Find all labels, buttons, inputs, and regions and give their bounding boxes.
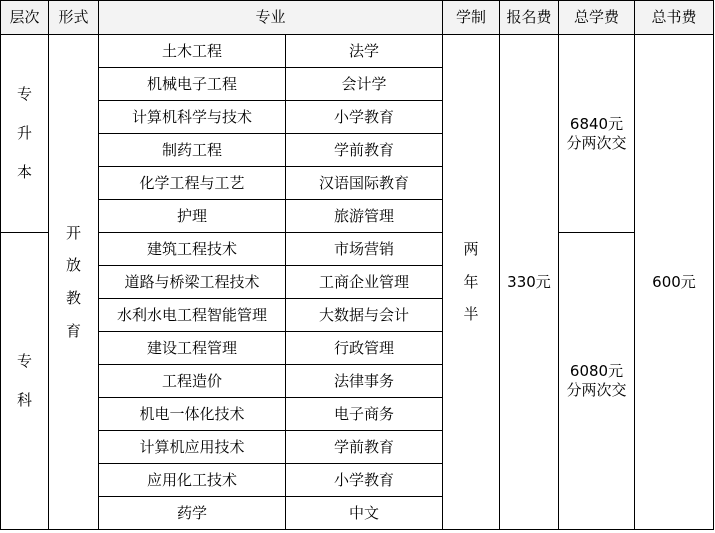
form-char: 育: [65, 321, 81, 340]
major-cell: 建筑工程技术: [146, 240, 237, 259]
tuition-junior-amount: 6080元: [569, 362, 624, 381]
major-cell: 水利水电工程智能管理: [116, 306, 267, 325]
grid-line: [634, 0, 635, 530]
header-form: 形式: [49, 0, 98, 34]
tuition-junior-note: 分两次交: [566, 381, 627, 399]
major-cell: 药学: [176, 504, 207, 523]
form-open-education: [49, 35, 98, 529]
major-cell: 机电一体化技术: [139, 405, 245, 424]
grid-line: [48, 0, 49, 530]
header-total-book-fee: 总书费: [635, 0, 713, 34]
grid-line: [0, 34, 714, 35]
grid-line: [0, 0, 1, 530]
tuition-junior: [559, 233, 634, 529]
grid-line: [98, 100, 442, 101]
major-cell: 法律事务: [333, 372, 394, 391]
major-cell: 小学教育: [333, 471, 394, 490]
major-cell: 化学工程与工艺: [139, 174, 245, 193]
major-cell: 学前教育: [333, 438, 394, 457]
grid-line: [98, 496, 442, 497]
major-cell: 会计学: [341, 75, 387, 94]
major-cell: 汉语国际教育: [318, 174, 409, 193]
form-char: 放: [65, 256, 81, 275]
level-junior: [1, 233, 48, 529]
header-registration-fee: 报名费: [500, 0, 558, 34]
grid-line: [558, 0, 559, 530]
grid-line: [0, 529, 714, 530]
grid-line: [442, 0, 443, 530]
major-cell: 市场营销: [333, 240, 394, 259]
header-total-tuition: 总学费: [559, 0, 634, 34]
grid-line: [98, 298, 442, 299]
major-cell: 计算机应用技术: [139, 438, 245, 457]
grid-line: [98, 67, 442, 68]
grid-line: [98, 364, 442, 365]
major-cell: 机械电子工程: [146, 75, 237, 94]
grid-line: [98, 331, 442, 332]
grid-line: [98, 463, 442, 464]
grid-line: [98, 199, 442, 200]
major-cell: 护理: [176, 207, 207, 226]
major-cell: 工商企业管理: [318, 273, 409, 292]
tuition-upgrade-note: 分两次交: [566, 133, 627, 152]
grid-line: [98, 166, 442, 167]
level-upgrade-char: 升: [16, 124, 32, 143]
form-char: 开: [65, 223, 81, 242]
grid-line: [98, 133, 442, 134]
major-cell: 旅游管理: [333, 207, 394, 226]
grid-line: [98, 430, 442, 431]
duration-char: 半: [463, 305, 479, 324]
major-cell: 行政管理: [333, 339, 394, 358]
form-char: 教: [65, 289, 81, 307]
grid-line: [713, 0, 714, 530]
duration-char: 年: [463, 272, 479, 291]
header-level: 层次: [1, 0, 48, 34]
grid-line: [499, 0, 500, 530]
book-fee: 600元: [652, 272, 696, 291]
registration-fee: 330元: [507, 272, 551, 291]
level-upgrade-char: 本: [16, 162, 32, 181]
major-cell: 小学教育: [333, 108, 394, 127]
major-cell: 电子商务: [333, 405, 394, 424]
major-cell: 土木工程: [161, 42, 222, 61]
duration-char: 两: [463, 239, 479, 258]
grid-line: [0, 0, 714, 1]
major-cell: 制药工程: [161, 141, 222, 160]
level-upgrade-char: 专: [16, 85, 32, 104]
header-major: 专业: [99, 0, 442, 34]
level-junior-char: 科: [16, 391, 32, 409]
major-cell: 法学: [348, 42, 379, 61]
major-cell: 中文: [348, 504, 379, 523]
major-cell: 工程造价: [161, 372, 222, 391]
major-cell: 建设工程管理: [146, 339, 237, 358]
grid-line: [558, 232, 634, 233]
grid-line: [0, 232, 48, 233]
grid-line: [98, 265, 442, 266]
grid-line: [285, 34, 286, 530]
header-duration: 学制: [443, 0, 499, 34]
tuition-upgrade-amount: 6840元: [569, 114, 624, 133]
tuition-upgrade: [559, 35, 634, 232]
major-cell: 学前教育: [333, 141, 394, 160]
level-upgrade: [1, 35, 48, 232]
level-junior-char: 专: [16, 352, 32, 371]
major-cell: 大数据与会计: [318, 306, 409, 325]
major-cell: 道路与桥梁工程技术: [124, 273, 260, 292]
grid-line: [98, 232, 442, 233]
major-cell: 应用化工技术: [146, 471, 237, 490]
duration: [443, 35, 499, 529]
major-cell: 计算机科学与技术: [131, 108, 252, 127]
grid-line: [98, 397, 442, 398]
